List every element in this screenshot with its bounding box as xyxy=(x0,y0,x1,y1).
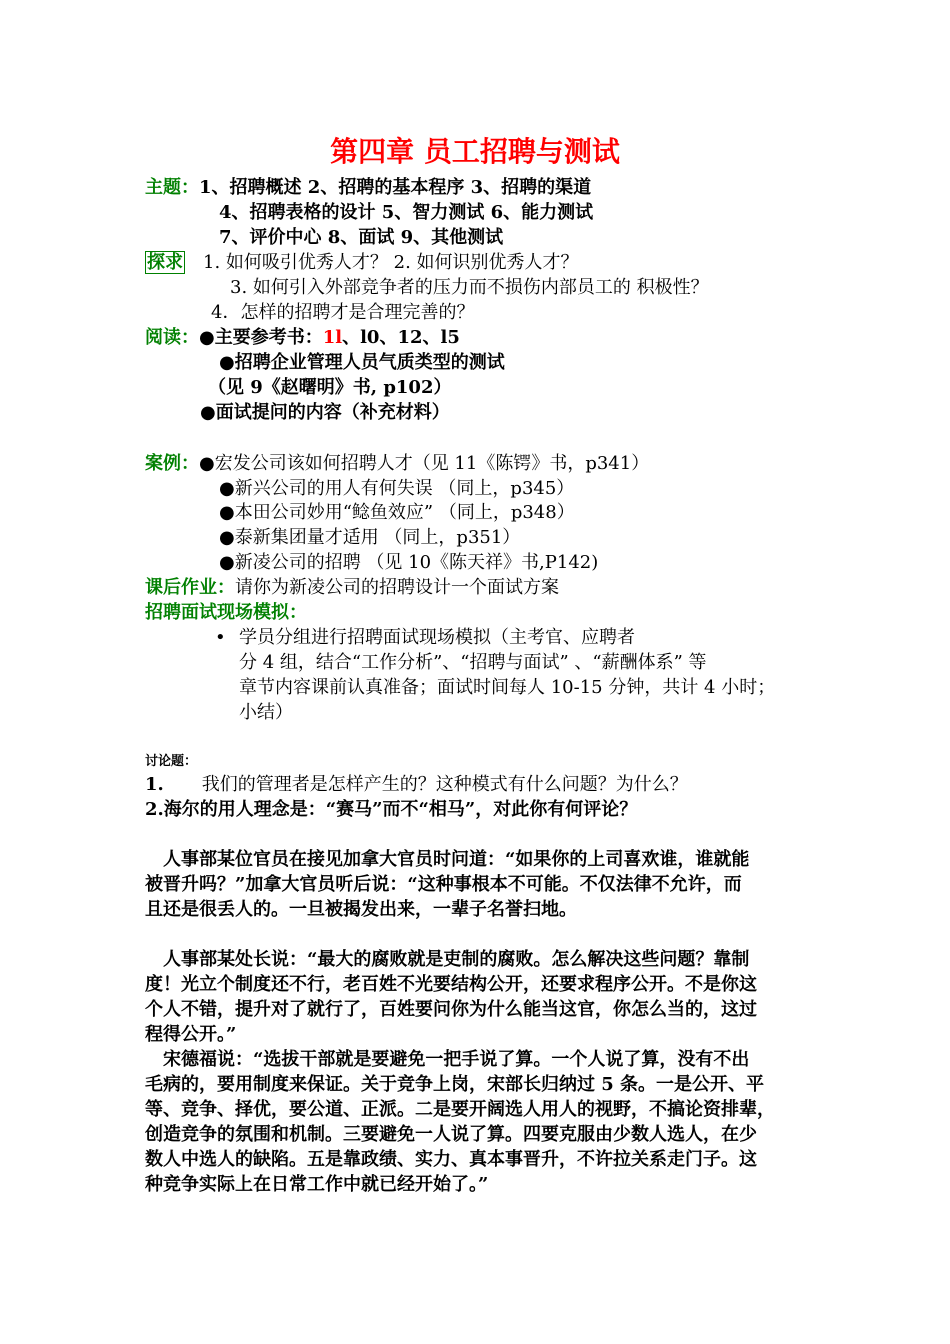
homework-label: 课后作业： xyxy=(145,577,235,598)
paragraph-1-line: 被晋升吗？”加拿大官员听后说：“这种事根本不可能。不仅法律不允许，而 xyxy=(145,874,742,895)
paragraph-1-line: 且还是很丢人的。一旦被揭发出来，一辈子名誉扫地。 xyxy=(145,899,577,920)
discussion-label: 讨论题： xyxy=(145,754,198,769)
discussion-q1-text: 我们的管理者是怎样产生的？这种模式有什么问题？为什么？ xyxy=(201,774,688,795)
simulation-line-1 xyxy=(215,625,635,650)
case-item: ●新兴公司的用人有何失误 （同上，p345） xyxy=(219,478,575,499)
explore-line-2: 3. 如何引入外部竞争者的压力而不损伤内部员工的 积极性？ xyxy=(230,277,709,298)
bullet-icon: • xyxy=(215,627,226,648)
case-item: ●新凌公司的招聘 （见 10《陈天祥》书,P142) xyxy=(219,552,599,573)
paragraph-2-line: 度！光立个制度还不行，老百姓不光要结构公开，还要求程序公开。不是你这 xyxy=(145,974,757,995)
topics-line-3: 7、评价中心 8、面试 9、其他测试 xyxy=(219,227,504,248)
simulation-label: 招聘面试现场模拟： xyxy=(145,602,307,623)
simulation-line-3: 章节内容课前认真准备；面试时间每人 10-15 分钟，共计 4 小时； xyxy=(239,677,776,698)
simulation-text-1: 学员分组进行招聘面试现场模拟（主考官、应聘者 xyxy=(239,627,635,648)
discussion-q2: 2.海尔的用人理念是：“赛马”而不“相马”，对此你有何评论？ xyxy=(145,799,638,820)
paragraph-2-line: 个人不错，提升对了就行了，百姓要问你为什么能当这官，你怎么当的，这过 xyxy=(145,999,757,1020)
reading-line-2: ●招聘企业管理人员气质类型的测试 xyxy=(219,352,505,373)
reading-label: 阅读： xyxy=(145,327,199,348)
case-item: ●宏发公司该如何招聘人才（见 11《陈锷》书，p341） xyxy=(199,453,650,474)
paragraph-2-line: 程得公开。” xyxy=(145,1024,237,1045)
case-item: ●本田公司妙用“鲶鱼效应” （同上，p348） xyxy=(219,502,575,523)
case-item: ●泰新集团量才适用 （同上，p351） xyxy=(219,527,521,548)
topics-line-2: 4、招聘表格的设计 5、智力测试 6、能力测试 xyxy=(219,202,594,223)
reading-line-4: ●面试提问的内容（补充材料） xyxy=(200,402,450,423)
topics-line-1 xyxy=(145,175,591,200)
discussion-q1 xyxy=(145,772,688,797)
paragraph-3-line: 数人中选人的缺陷。五是靠政绩、实力、真本事晋升，不许拉关系走门子。这 xyxy=(145,1149,757,1170)
explore-text-1: 1. 如何吸引优秀人才？ 2. 如何识别优秀人才？ xyxy=(203,252,579,273)
discussion-q1-number: 1. xyxy=(145,774,164,795)
paragraph-3-line: 种竞争实际上在日常工作中就已经开始了。” xyxy=(145,1174,489,1195)
topics-text-1: 1、招聘概述 2、招聘的基本程序 3、招聘的渠道 xyxy=(199,177,592,198)
explore-line-3: 4．怎样的招聘才是合理完善的？ xyxy=(211,302,475,323)
cases-label: 案例： xyxy=(145,453,199,474)
homework-line xyxy=(145,575,559,600)
simulation-line-4: 小结） xyxy=(239,702,293,723)
reading-text-prefix: ●主要参考书： xyxy=(199,327,323,348)
reading-line-1 xyxy=(145,325,460,350)
paragraph-2-line: 人事部某处长说：“最大的腐败就是吏制的腐败。怎么解决这些问题？靠制 xyxy=(163,949,750,970)
paragraph-3-line: 毛病的，要用制度来保证。关于竞争上岗，宋部长归纳过 5 条。一是公开、平 xyxy=(145,1074,765,1095)
simulation-line-2: 分 4 组，结合“工作分析”、“招聘与面试” 、“薪酬体系” 等 xyxy=(239,652,707,673)
topics-label: 主题： xyxy=(145,177,199,198)
paragraph-3-line: 等、竞争、择优，要公道、正派。二是要开阔选人用人的视野，不搞论资排辈， xyxy=(145,1099,775,1120)
paragraph-1-line: 人事部某位官员在接见加拿大官员时问道：“如果你的上司喜欢谁，谁就能 xyxy=(163,849,750,870)
cases-line-1 xyxy=(145,451,649,476)
reading-text-rest: 、l0、12、l5 xyxy=(342,327,460,348)
chapter-title: 第四章 员工招聘与测试 xyxy=(330,135,620,168)
homework-text: 请你为新凌公司的招聘设计一个面试方案 xyxy=(235,577,559,598)
explore-line-1 xyxy=(145,250,579,275)
explore-label: 探求 xyxy=(147,252,183,273)
paragraph-3-line: 宋德福说：“选拔干部就是要避免一把手说了算。一个人说了算，没有不出 xyxy=(163,1049,750,1070)
paragraph-3-line: 创造竞争的氛围和机制。三要避免一人说了算。四要克服由少数人选人，在少 xyxy=(145,1124,757,1145)
reading-highlight: 1l xyxy=(322,327,343,348)
reading-line-3: （见 9《赵曙明》书, p102） xyxy=(208,377,452,398)
